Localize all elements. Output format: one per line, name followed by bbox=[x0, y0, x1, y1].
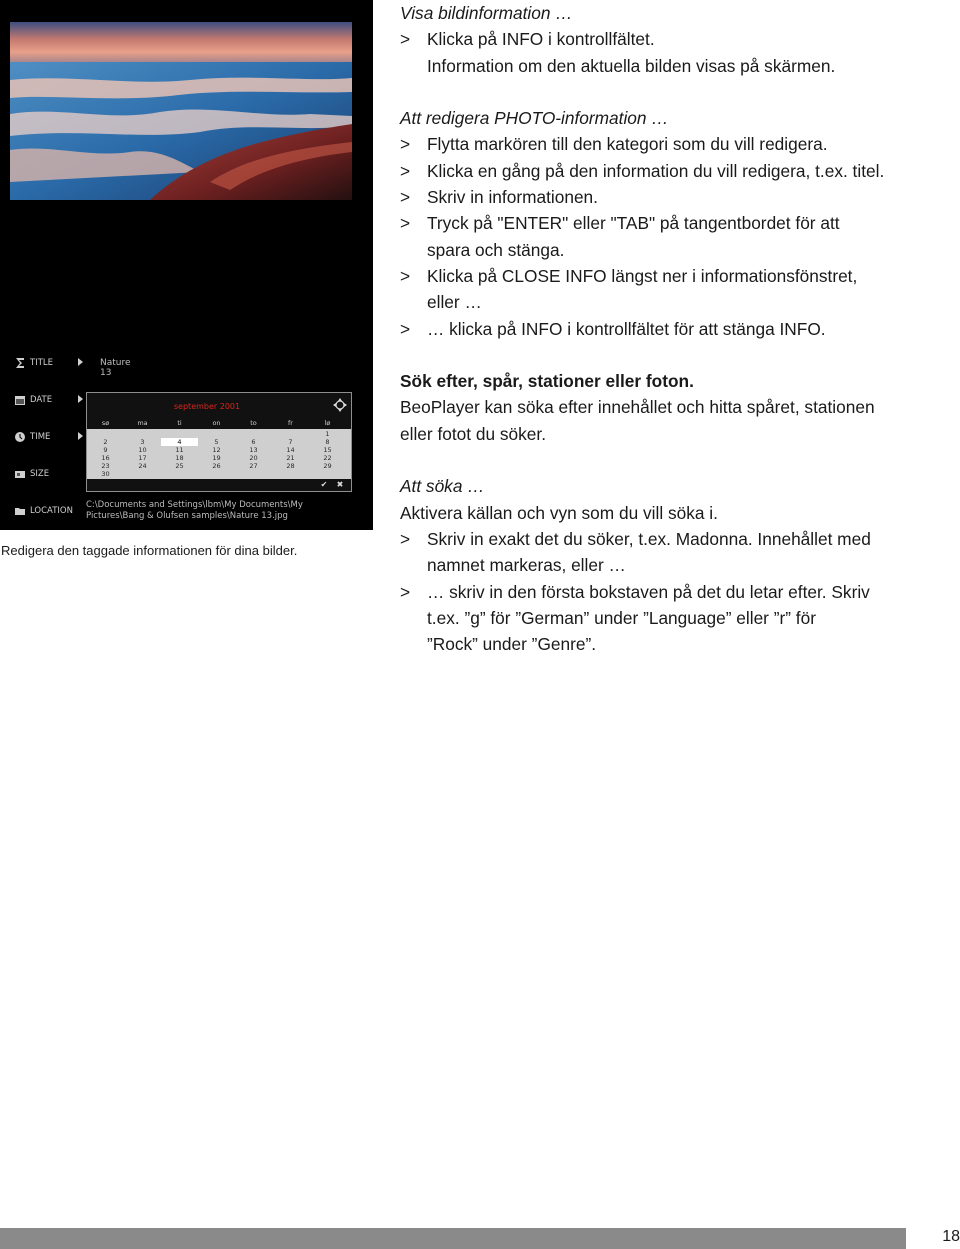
calendar-day[interactable]: 24 bbox=[138, 462, 147, 470]
calendar-day[interactable]: 2 bbox=[103, 438, 108, 446]
date-row[interactable] bbox=[14, 392, 52, 408]
list-item-text: Skriv in informationen. bbox=[427, 187, 598, 208]
calendar-day[interactable]: 14 bbox=[286, 446, 295, 454]
calendar-day[interactable]: 22 bbox=[323, 454, 332, 462]
bullet-marker: > bbox=[400, 187, 411, 208]
calendar-day[interactable]: 11 bbox=[175, 446, 184, 454]
calendar-day[interactable]: 13 bbox=[249, 446, 258, 454]
list-item-continuation bbox=[400, 552, 940, 578]
paragraph-line: eller fotot du söker. bbox=[400, 423, 547, 444]
bullet-marker: > bbox=[400, 318, 411, 339]
date-label: DATE bbox=[30, 395, 53, 405]
title-label: TITLE bbox=[30, 358, 53, 368]
section-heading-to-search: Att söka … bbox=[400, 476, 485, 497]
list-item-text: spara och stänga. bbox=[427, 239, 565, 260]
bullet-marker: > bbox=[400, 265, 411, 286]
calendar-weekday: ti bbox=[177, 419, 182, 427]
calendar-day[interactable]: 20 bbox=[249, 454, 258, 462]
list-item-text: Klicka på INFO i kontrollfältet. bbox=[427, 29, 655, 50]
list-item-continuation bbox=[400, 289, 940, 315]
calendar-day[interactable]: 17 bbox=[138, 454, 147, 462]
location-row[interactable] bbox=[14, 503, 73, 519]
list-item bbox=[400, 158, 940, 184]
list-item-text: Klicka en gång på den information du vill redigera, t.ex. titel. bbox=[427, 160, 885, 181]
bullet-marker: > bbox=[400, 29, 411, 50]
paragraph-line: Aktivera källan och vyn som du vill söka i. bbox=[400, 502, 718, 523]
list-item-text: Klicka på CLOSE INFO längst ner i informationsfönstret, bbox=[427, 265, 858, 286]
section-heading-search: Sök efter, spår, stationer eller foton. bbox=[400, 371, 694, 392]
calendar-header bbox=[87, 393, 351, 419]
calendar-day[interactable]: 18 bbox=[175, 454, 184, 462]
list-item-text: eller … bbox=[427, 292, 482, 313]
calendar-day[interactable]: 15 bbox=[323, 446, 332, 454]
list-item-text: Tryck på "ENTER" eller "TAB" på tangentbordet för att bbox=[427, 213, 840, 234]
list-item-text: … skriv in den första bokstaven på det du letar efter. Skriv bbox=[427, 581, 870, 602]
list-item-continuation bbox=[400, 237, 940, 263]
list-item-continuation bbox=[400, 631, 940, 657]
photo-preview bbox=[10, 22, 352, 200]
close-x-icon[interactable]: ✖ bbox=[336, 480, 344, 489]
list-item-text: Flytta markören till den kategori som du vill redigera. bbox=[427, 134, 828, 155]
list-item bbox=[400, 184, 940, 210]
bullet-marker: > bbox=[400, 160, 411, 181]
calendar-day[interactable]: 8 bbox=[325, 438, 330, 446]
location-path[interactable]: C:\Documents and Settings\lbm\My Documents\My Pictures\Bang & Olufsen samples\Nature 13.jpg bbox=[86, 500, 303, 521]
calendar-day[interactable]: 28 bbox=[286, 462, 295, 470]
calendar-weekday: sø bbox=[101, 419, 110, 427]
calendar-day[interactable]: 19 bbox=[212, 454, 221, 462]
arrow-right-icon bbox=[78, 432, 83, 440]
calendar-day[interactable]: 29 bbox=[323, 462, 332, 470]
section-heading-edit-photo-info: Att redigera PHOTO-information … bbox=[400, 108, 669, 129]
calendar-icon bbox=[14, 394, 26, 406]
time-row[interactable] bbox=[14, 429, 50, 445]
calendar-day[interactable]: 12 bbox=[212, 446, 221, 454]
bullet-marker: > bbox=[400, 581, 411, 602]
calendar-day[interactable]: 16 bbox=[101, 454, 110, 462]
calendar-day[interactable]: 26 bbox=[212, 462, 221, 470]
sigma-icon bbox=[14, 357, 26, 369]
list-item-text: … klicka på INFO i kontrollfältet för att stänga INFO. bbox=[427, 318, 826, 339]
bullet-marker: > bbox=[400, 134, 411, 155]
list-item-text: ”Rock” under ”Genre”. bbox=[427, 634, 597, 655]
calendar-footer bbox=[87, 479, 351, 491]
list-item bbox=[400, 579, 940, 605]
calendar-month-label: september 2001 bbox=[173, 402, 241, 411]
list-item-text: t.ex. ”g” för ”German” under ”Language” eller ”r” för bbox=[427, 607, 816, 628]
size-row[interactable] bbox=[14, 466, 49, 482]
move-crosshair-icon[interactable] bbox=[333, 398, 347, 412]
paragraph-line: BeoPlayer kan söka efter innehållet och hitta spåret, stationen bbox=[400, 397, 875, 418]
list-item-text: Skriv in exakt det du söker, t.ex. Madonna. Innehållet med bbox=[427, 528, 871, 549]
list-item bbox=[400, 263, 940, 289]
calendar-day[interactable]: 30 bbox=[101, 470, 110, 478]
calendar-day[interactable]: 21 bbox=[286, 454, 295, 462]
calendar-weekday: fr bbox=[288, 419, 293, 427]
location-label: LOCATION bbox=[30, 506, 73, 516]
calendar-day[interactable]: 10 bbox=[138, 446, 147, 454]
list-item bbox=[400, 316, 940, 342]
footer-bar bbox=[0, 1228, 906, 1249]
calendar-weekday: lø bbox=[324, 419, 331, 427]
arrow-right-icon bbox=[78, 358, 83, 366]
bullet-marker: > bbox=[400, 213, 411, 234]
calendar-day[interactable]: 27 bbox=[249, 462, 258, 470]
list-item-text: namnet markeras, eller … bbox=[427, 555, 626, 576]
calendar-day[interactable]: 5 bbox=[214, 438, 219, 446]
calendar-day[interactable]: 3 bbox=[140, 438, 145, 446]
calendar-day-selected[interactable]: 4 bbox=[161, 438, 198, 446]
confirm-check-icon[interactable]: ✔ bbox=[320, 480, 328, 489]
calendar-day[interactable]: 6 bbox=[251, 438, 256, 446]
page-number: 18 bbox=[942, 1228, 960, 1245]
calendar-weekday-row bbox=[87, 419, 351, 429]
calendar-day[interactable]: 9 bbox=[103, 446, 108, 454]
clock-icon bbox=[14, 431, 26, 443]
calendar-weekday: ma bbox=[137, 419, 148, 427]
list-item-continuation bbox=[400, 53, 940, 79]
calendar-weekday: to bbox=[250, 419, 257, 427]
folder-icon bbox=[14, 505, 26, 517]
calendar-day[interactable]: 23 bbox=[101, 462, 110, 470]
arrow-right-icon bbox=[78, 395, 83, 403]
title-row[interactable] bbox=[14, 355, 131, 378]
size-label: SIZE bbox=[30, 469, 50, 479]
section-heading-view-info: Visa bildinformation … bbox=[400, 3, 573, 23]
size-icon bbox=[14, 468, 26, 480]
list-item bbox=[400, 26, 940, 52]
calendar-weekday: on bbox=[212, 419, 221, 427]
title-value[interactable]: Nature 13 bbox=[100, 358, 131, 378]
list-item bbox=[400, 210, 940, 236]
time-label: TIME bbox=[30, 432, 51, 442]
list-item-continuation bbox=[400, 605, 940, 631]
calendar-day[interactable]: 1 bbox=[325, 430, 330, 438]
screenshot-figure bbox=[0, 0, 373, 530]
list-item-text: Information om den aktuella bilden visas på skärmen. bbox=[427, 55, 836, 76]
bullet-marker: > bbox=[400, 528, 411, 549]
calendar-day[interactable]: 25 bbox=[175, 462, 184, 470]
date-picker-calendar[interactable] bbox=[86, 392, 352, 492]
list-item bbox=[400, 131, 940, 157]
calendar-day[interactable]: 7 bbox=[288, 438, 293, 446]
list-item bbox=[400, 526, 940, 552]
figure-caption: Redigera den taggade informationen för dina bilder. bbox=[1, 543, 298, 558]
instructions-column bbox=[400, 0, 940, 657]
